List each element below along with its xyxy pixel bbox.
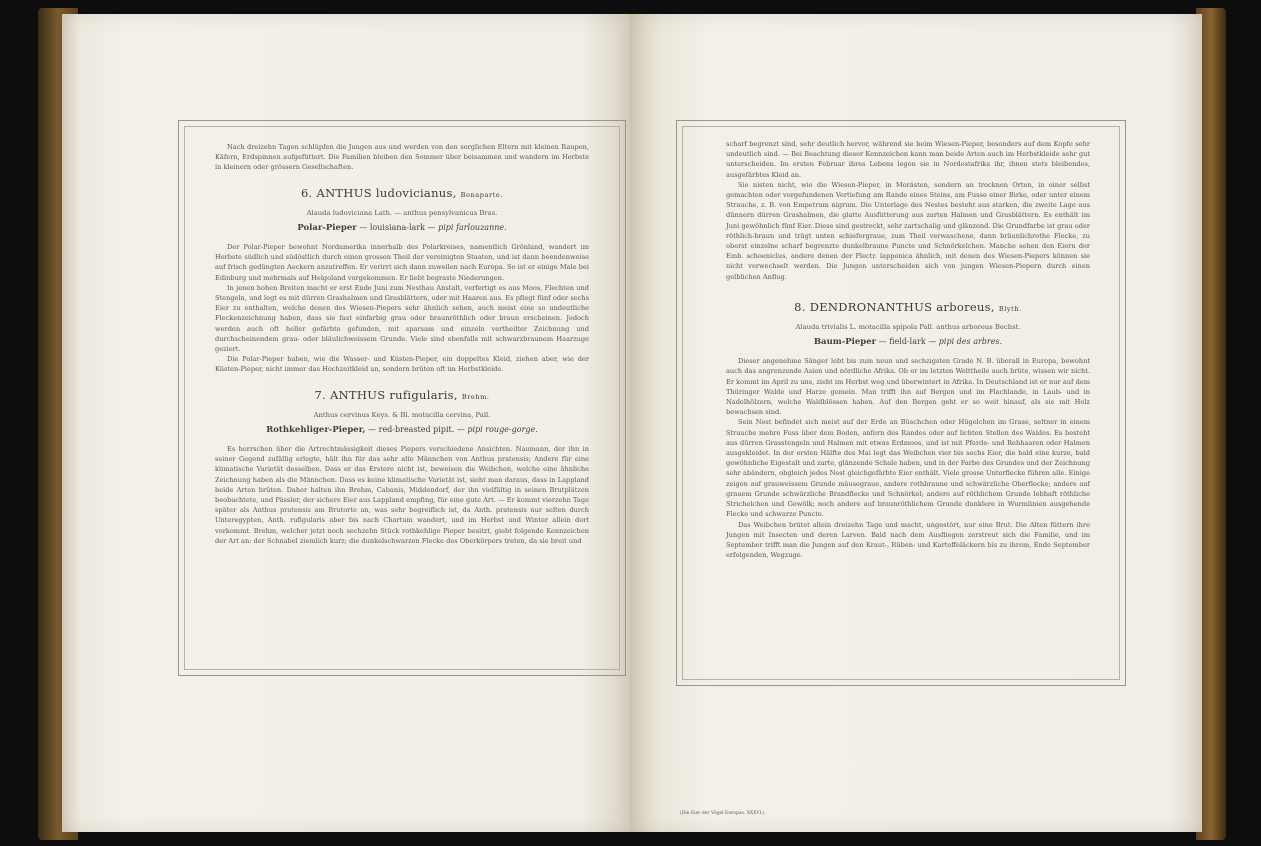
english-name: — field-lark — [878,337,939,347]
paragraph: Die Polar-Pieper haben, wie die Wasser- und Küsten-Pieper, ein doppeltes Kleid, ziehen aber, wie der Küsten-Pieper, nicht immer das Hochzeitkleid an, sondern brüten oft im Herbstkleide. [215,355,589,374]
common-names [215,425,589,435]
right-page-text [726,139,1090,560]
german-name: Rothkehliger-Pieper, [266,424,366,435]
paragraph: In jenen hohen Breiten macht er erst Ende Juni zum Nesthau Anstalt, verfertigt es aus Moos, Flechten und Stengeln, und legt es mit dürren Grashalmen und Grasblättern, oder mit Haaren aus. Es pflegt fünf oder sechs Eier zu enthalten, welche denen des Wiesen-Piepers sehr ähnlich sehen, auch meist eine so undeutliche Fleckenzeichnung haben, dass sie fast einfarbig grau oder braunröthlich oder braun erscheinen. Jedoch werden auch oft heller gefärbte gefunden, mit sparsam und einzeln vertheilter Zeichnung und durchscheinendem grau- oder bläulichweissem Grunde. Viele sind ebenfalls mit schwarzbraunem Haarzuge geziert. [215,283,589,354]
section-title: 6. ANTHUS ludovicianus, [300,185,457,200]
synonyms: Anthus cervinus Keys. & Bl. motacilla cervina, Pall. [313,410,491,419]
left-page-text [215,142,589,546]
intro-paragraph: Nach dreizehn Tagen schlüpfen die Jungen aus und werden von den sorglichen Eltern mit kleinen Raupen, Käfern, Erdspinnen aufgefüttert. Die Familien bleiben den Sommer über beisammen und wandern im Herbste in kleinern oder grössern Gesellschaften. [215,143,589,172]
paragraph: Sein Nest befindet sich meist auf der Erde an Büschchen oder Hügelchen im Grase, seltner in einem Strauche mehre Fuss über dem Boden, anfern des Randes oder auf lichten Stellen des Waldes. Es besteht aus dürren Grasstengeln und Halmen mit etwas Erdmoos, und ist mit Pferde- und Rehhaaren oder Halmen ausgekleidet. In der ersten Hälfte des Mai legt das Weibchen vier bis sechs Eier, die bald eine kurze, bald gewöhnliche Eigestalt und zarte, glänzende Schale haben, und in der Farbe des Grundes und der Zeichnung sehr abändern, obgleich jedes Nest gleichgefärbte Eier enthält. Viele grosse Unterflecke führen alle. Einige zeigen auf grauweissem Grunde mäusegraue, andere rothbraune und schwärzliche Oberflecke; andere auf grauem Grunde schwärzliche Brandflecke und Schnörkel; andere auf röthlichem Grunde lebhaft röthliche Strichelchen und Gewölk; noch andere auf braunröthlichem Grunde dunklere in Wurmlinien ausgehende Flecke und schwarze Puncte. [726,418,1090,519]
page-footer-note: (Die Eier der Vögel Europas. XXXVI.) [680,811,765,816]
paragraph: Dieser angenehme Sänger lebt bis zum neun und sechzigsten Grade N. B. überall in Europa, bewohnt auch das angrenzende Asien und nördliche Afrika. Ob er im letzten Welttheile auch brüte, wissen wir nicht. Er kommt im April zu uns, zieht im Herbst weg und überwintert in Afrika. In Deutschland ist er nur auf dem Thüringer Walde und Harze gemein. Man trifft ihn auf Bergen und im Flachlande, in Laub- und in Nadelhölzern, welche Waldblössen haben. Auf den Bergen geht er so weit hinauf, als sie mit Holz bewachsen sind. [726,357,1090,417]
french-name: pipi rouge-gorge. [467,424,538,434]
paragraph: Das Weibchen brütet allein dreizehn Tage und macht, ungestört, nur eine Brut. Die Alten füttern ihre Jungen mit Insecten und deren Larven. Bald nach dem Ausfliegen zerstreut sich die Familie, und im September trifft man die Jungen auf den Kraut-, Rüben- und Kartoffeläckern bis zu ihrem, Ende September erfolgenden, Wegzuge. [726,520,1090,560]
section-heading-6 [215,186,589,202]
section-author: Brehm. [461,392,490,401]
section-title: 7. ANTHUS rufigularis, [314,387,458,402]
paragraph: Sie nisten nicht, wie die Wiesen-Pieper, in Morästen, sondern an trocknen Orten, in einer selbst gemachten oder vorgefundenen Vertiefung am Rande eines Steins, am Fusse einer Birke, oder unter einem Strauche, z. B. von Empetrum nigrum. Die Unterlage des Nestes besteht aus starken, die zweite Lage aus dünnern dürren Grashalmen, die glatte Ausfütterung aus zarten Halmen und Grasblättern. Es enthält im Juni gewöhnlich fünf Eier. Diese sind gestreckt, sehr zartschalig und glänzend. Die Grundfarbe ist grau oder röthlich-braun und trägt unten schiefergraue, zum Theil verwaschene, dann bräunlichrothe Flecke, zu oberst einzelne scharf begrenzte dunkelbraune Puncte und Schnörkelchen. Manche sehen den Eiern der Emb. schoeniclus, andere denen der Plectr. lapponica ähnlich, mit denen des Wiesen-Piepers können sie nicht verwechselt werden. Die Jungen unterscheiden sich von jungen Wiesen-Piepern durch einen gelblichen Anflug. [726,180,1090,281]
paragraph: scharf begrenzt sind, sehr deutlich hervor, während sie beim Wiesen-Pieper, besonders auf dem Kopfe sehr undeutlich sind. — Bei Beachtung dieser Kennzeichen kann man beide Arten auch im Herbstkleide sehr gut unterscheiden. Im ersten Februar ihres Lebens legen sie in Nordostafrika ihr, ihnen stets bleibendes, ausgefärbtes Kleid an. [726,140,1090,179]
synonyms: Alauda ludoviciana Lath. — anthus pensylvanicus Bras. [306,208,498,217]
paragraph: Der Polar-Pieper bewohnt Nordamerika innerhalb des Polarkreises, namentlich Grönland, wandert im Herbste südlich und südöstlich durch einen grossen Theil der vereinigten Staaten, und ist dann beendenweise auf frisch gedüngten Aeckern anzutreffen. Er verirrt sich dann zuweilen nach Europa. So ist er einige Male bei Edinburg und mehrmals auf Helgoland vorgekommen. Er liebt begraste Niederungen. [215,243,589,282]
english-name: — red-breasted pipit. — [368,424,468,434]
left-page [62,14,630,832]
section-title: 8. DENDRONANTHUS arboreus, [794,299,995,314]
section-author: Blyth. [998,304,1022,313]
german-name: Polar-Pieper [297,222,357,233]
common-names [726,337,1090,347]
english-name: — louisiana-lark — [359,222,439,232]
synonyms: Alauda trivialis L. motacilla spipola Pall. anthus arboreus Bechst. [795,322,1021,331]
section-heading-7 [215,388,589,404]
paragraph: Es herrschen über die Artrechtmässigkeit dieses Piepers verschiedene Ansichten. Naumann, der ihn in seiner Gegend zufällig erlegte, hält ihn für das sehr alte Männchen von Anthus pratensis; Andere für eine klimatische Varietät desselben. Dass er das Erstere nicht ist, beweisen die Weibchen, welche eine ähnliche Zeichnung haben als die Männchen. Dass es keine klimatische Varietät ist, sieht man daraus, dass in Lappland beide Arten brüten. Daher halten ihn Brehm, Cabanis, Middendorf, der ihn vielfältig in seinen Brutplätzen beobachtete, und Pässler, der sichere Eier aus Lappland empfing, für eine gute Art. — Er kommt vierzehn Tage später als Anthus pratensis am Brutorte an, was sehr begreiflich ist, da Anth. pratensis nur selten durch Unteregypten, Anth. rufigularis aber bis nach Chartum wandert, und im Herbst und Winter allein dort vorkommt. Brehm, welcher jetzt noch sechzehn Stück rothkehlige Pieper besitzt, giebt folgende Kennzeichen der Art an: der Schnabel ziemlich kurz; die dunkelschwarzen Flecke des Oberkörpers treten, da sie breit und [215,445,589,545]
right-page [630,14,1202,832]
section-heading-8 [726,300,1090,316]
common-names [215,223,589,233]
french-name: pipi farlouzanne. [438,222,507,232]
french-name: pipi des arbres. [938,337,1003,347]
german-name: Baum-Pieper [813,337,877,348]
section-author: Bonaparte. [460,190,504,199]
